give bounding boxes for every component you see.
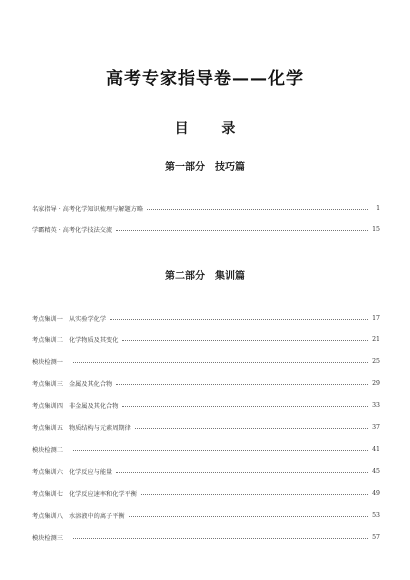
toc-entry[interactable] bbox=[32, 443, 380, 455]
entry-section: 考点集训七 bbox=[32, 490, 63, 498]
book-title: 高考专家指导卷——化学 bbox=[106, 69, 304, 89]
toc-entry[interactable] bbox=[32, 422, 380, 434]
entry-section: 考点集训六 bbox=[32, 468, 63, 476]
entry-topic: 物质结构与元素周期律 bbox=[68, 425, 131, 432]
entry-section: 模块检测二 bbox=[32, 446, 63, 454]
entry-page-number: 37 bbox=[372, 424, 380, 431]
toc-entry[interactable] bbox=[32, 487, 380, 499]
entry-label bbox=[32, 314, 106, 323]
part2-name: 集训篇 bbox=[215, 271, 245, 282]
part2-prefix: 第二部分 bbox=[165, 271, 205, 282]
entry-section: 考点集训八 bbox=[32, 512, 63, 520]
entry-section: 模块检测三 bbox=[32, 534, 63, 542]
entry-page-number: 45 bbox=[372, 467, 380, 475]
leader-dots bbox=[122, 340, 368, 341]
entry-page-number: 53 bbox=[372, 511, 380, 519]
part1-heading bbox=[0, 158, 410, 173]
toc-entry[interactable] bbox=[32, 378, 380, 390]
leader-dots bbox=[110, 319, 368, 320]
entry-label bbox=[32, 445, 69, 454]
entry-section: 考点集训一 bbox=[32, 315, 63, 323]
entry-label bbox=[32, 335, 118, 344]
leader-dots bbox=[116, 472, 368, 473]
toc-entry[interactable] bbox=[32, 509, 380, 521]
entry-page-number: 33 bbox=[372, 402, 380, 410]
toc-entry[interactable] bbox=[32, 531, 380, 543]
toc-entry[interactable] bbox=[32, 465, 380, 477]
entry-section: 考点集训五 bbox=[32, 425, 63, 432]
entry-page-number: 21 bbox=[372, 336, 380, 344]
leader-dots bbox=[116, 230, 368, 231]
entry-label bbox=[32, 357, 69, 366]
entry-page-number: 17 bbox=[372, 314, 380, 322]
entry-label bbox=[32, 401, 118, 410]
leader-dots bbox=[73, 450, 368, 451]
entry-topic: 化学反应与能量 bbox=[68, 468, 113, 476]
leader-dots bbox=[116, 384, 368, 385]
part1-name: 技巧篇 bbox=[215, 162, 245, 173]
entry-section: 考点集训二 bbox=[32, 337, 63, 345]
entry-section: 考点集训四 bbox=[32, 403, 63, 411]
leader-dots bbox=[135, 428, 368, 429]
entry-label bbox=[32, 533, 69, 542]
toc-heading: 目 录 bbox=[174, 121, 250, 137]
entry-label bbox=[32, 489, 137, 498]
toc-entry[interactable] bbox=[32, 312, 380, 324]
part1-prefix: 第一部分 bbox=[165, 162, 205, 173]
toc-entry[interactable] bbox=[32, 223, 380, 235]
entry-page-number: 49 bbox=[372, 489, 380, 497]
entry-section: 模块检测一 bbox=[32, 359, 63, 367]
part2-heading bbox=[0, 267, 410, 282]
toc-entry[interactable] bbox=[32, 202, 380, 214]
entry-page-number: 57 bbox=[372, 533, 380, 541]
entry-label bbox=[32, 511, 125, 520]
entry-label bbox=[32, 423, 131, 432]
entry-topic: 从实验学化学 bbox=[68, 315, 107, 323]
leader-dots bbox=[129, 516, 368, 517]
entry-topic: 水溶液中的离子平衡 bbox=[68, 512, 125, 520]
toc-entry[interactable] bbox=[32, 334, 380, 346]
entry-page-number: 41 bbox=[372, 445, 380, 453]
entry-page-number: 25 bbox=[372, 358, 380, 366]
toc-entry[interactable] bbox=[32, 400, 380, 412]
entry-page-number: 1 bbox=[376, 204, 380, 212]
entry-topic: 化学物质及其变化 bbox=[68, 337, 119, 345]
leader-dots bbox=[141, 494, 368, 495]
entry-section: 考点集训三 bbox=[32, 381, 63, 389]
entry-page-number: 29 bbox=[372, 380, 380, 388]
entry-label bbox=[32, 379, 112, 388]
leader-dots bbox=[73, 538, 368, 539]
entry-label: 名家指导 · 高考化学知识梳理与解题方略 bbox=[32, 205, 144, 213]
entry-topic: 非金属及其化合物 bbox=[68, 403, 119, 411]
leader-dots bbox=[73, 362, 368, 363]
leader-dots bbox=[147, 209, 368, 210]
entry-topic: 金属及其化合物 bbox=[68, 381, 113, 389]
entry-page-number: 15 bbox=[372, 225, 380, 233]
entry-topic: 化学反应速率和化学平衡 bbox=[68, 490, 137, 498]
leader-dots bbox=[122, 406, 368, 407]
entry-label: 学霸精英 · 高考化学技法交流 bbox=[32, 226, 113, 234]
entry-label bbox=[32, 467, 112, 476]
toc-entry[interactable] bbox=[32, 356, 380, 368]
